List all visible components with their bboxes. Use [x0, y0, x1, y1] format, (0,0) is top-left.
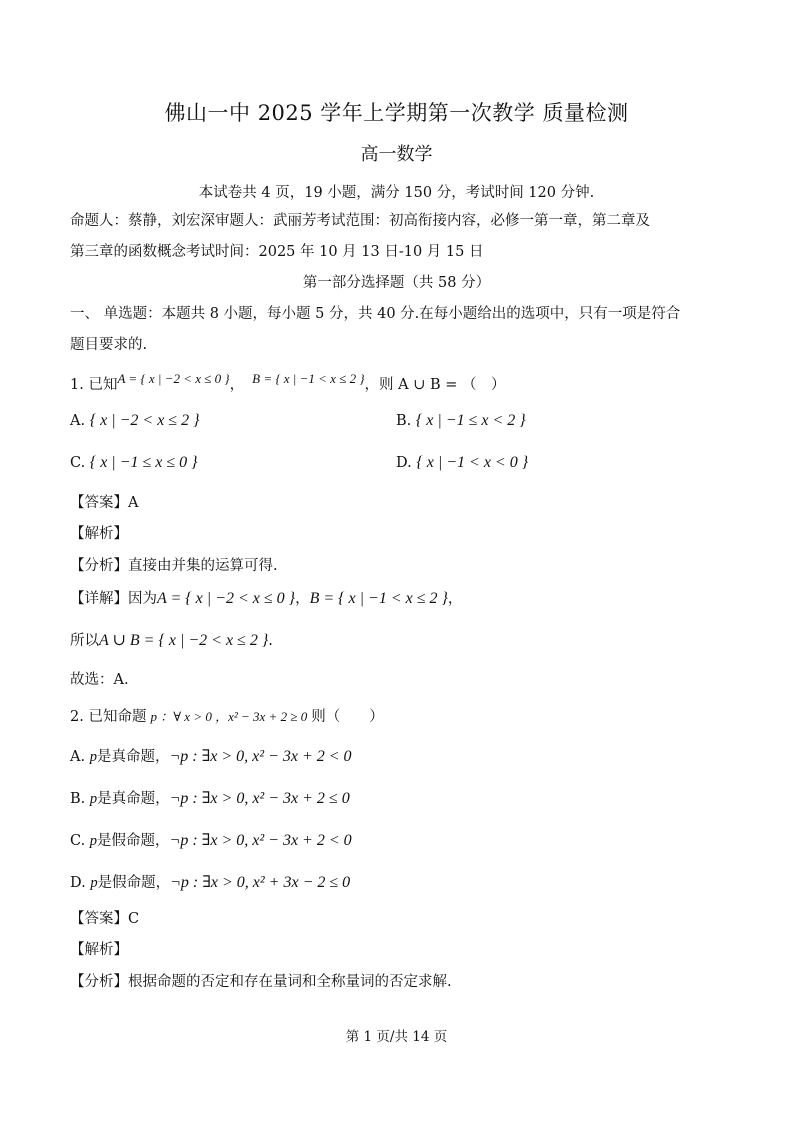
q2-option-d-label: D.: [70, 875, 86, 891]
q1-set-a: A = { x | −2 < x ≤ 0 }: [117, 371, 230, 386]
q1-conclusion-math: A ∪ B = { x | −2 < x ≤ 2 }: [99, 632, 269, 649]
q2-option-c-math: ¬p : ∃x > 0, x² − 3x + 2 < 0: [169, 832, 352, 849]
q2-option-c-text: 是假命题，: [97, 833, 170, 849]
scope-time-line: 第三章的函数概念考试时间：2025 年 10 月 13 日-10 月 15 日: [70, 244, 484, 260]
q2-option-b-math: ¬p : ∃x > 0, x² − 3x + 2 ≤ 0: [169, 790, 350, 807]
q1-option-c: [70, 454, 198, 472]
q2-option-b-p: p: [89, 791, 98, 807]
q2-option-b: [70, 787, 350, 808]
q2-option-c-label: C.: [70, 833, 86, 849]
q2-stem-math: p ：∀ x > 0 ，x² − 3x + 2 ≥ 0: [150, 709, 308, 724]
q2-option-c: [70, 829, 352, 850]
section-heading: 第一部分选择题（共 58 分）: [302, 275, 491, 291]
page-number: 第 1 页/共 14 页: [345, 1029, 448, 1045]
q1-option-a-label: A.: [70, 413, 86, 429]
q1-detail-b: B = { x | −1 < x ≤ 2 }: [309, 590, 448, 607]
q1-set-b: B = { x | −1 < x ≤ 2 }: [252, 371, 365, 386]
section-instructions: 一、 单选题：本题共 8 小题，每小题 5 分，共 40 分.在每小题给出的选项中，只有一项是符合: [70, 306, 681, 322]
q2-answer: 【答案】C: [70, 911, 140, 927]
q2-option-d-text: 是假命题，: [97, 875, 171, 891]
exam-subject: 高一数学: [360, 144, 433, 165]
q1-suffix: ，则 A ∪ B = （ ）: [364, 377, 506, 393]
q1-conclusion-prefix: 所以: [70, 633, 99, 649]
q2-prefix: 2. 已知命题: [70, 709, 147, 725]
authors-line: 命题人：蔡静，刘宏深审题人：武丽芳考试范围：初高衔接内容，必修一第一章，第二章及: [70, 213, 650, 229]
q2-suffix: 则（ ）: [311, 709, 384, 725]
q1-option-d: [396, 454, 528, 472]
q1-detail-sep: ，: [295, 591, 310, 607]
q1-comma: ，: [229, 377, 245, 393]
q1-option-a: [70, 412, 199, 430]
q1-answer: 【答案】A: [70, 495, 139, 511]
q2-option-a-p: p: [89, 749, 97, 765]
q1-detail-end: ，: [447, 591, 463, 607]
q2-option-a: [70, 745, 352, 766]
q1-option-b-math: { x | −1 ≤ x < 2 }: [415, 412, 526, 429]
exam-info-line: 本试卷共 4 页，19 小题，满分 150 分，考试时间 120 分钟.: [198, 185, 595, 201]
q2-option-b-label: B.: [70, 791, 86, 807]
q1-analysis-tag: 【解析】: [70, 526, 128, 542]
q1-option-c-label: C.: [70, 455, 86, 471]
q1-conclusion: [70, 629, 273, 650]
q2-option-a-label: A.: [70, 749, 86, 765]
section-instructions-cont: 题目要求的.: [70, 337, 148, 353]
question-2-stem: [70, 705, 384, 726]
q1-option-b: [396, 412, 526, 430]
q2-option-a-math: ¬p : ∃x > 0, x² − 3x + 2 < 0: [169, 748, 352, 765]
q1-option-a-math: { x | −2 < x ≤ 2 }: [89, 412, 200, 429]
q1-prefix: 1. 已知: [70, 377, 118, 393]
q1-detail: [70, 587, 462, 608]
q2-option-d-math: ¬p : ∃x > 0, x² + 3x − 2 ≤ 0: [170, 874, 351, 891]
q2-option-d-p: p: [90, 875, 98, 891]
q2-option-a-text: 是真命题，: [96, 749, 170, 765]
q1-detail-a: A = { x | −2 < x ≤ 0 }: [157, 590, 296, 607]
q2-option-d: [70, 871, 350, 892]
q2-option-c-p: p: [89, 833, 98, 849]
q1-detail-prefix: 【详解】因为: [70, 591, 157, 607]
exam-title: 佛山一中 2025 学年上学期第一次教学 质量检测: [164, 101, 629, 125]
q2-analysis-tag: 【解析】: [70, 942, 128, 958]
q1-choice: 故选：A.: [70, 672, 129, 688]
q1-analysis: 【分析】直接由并集的运算可得.: [70, 558, 278, 574]
q2-analysis: 【分析】根据命题的否定和存在量词和全称量词的否定求解.: [70, 974, 452, 990]
q1-option-d-math: { x | −1 < x < 0 }: [416, 454, 529, 471]
q2-option-b-text: 是真命题，: [97, 791, 170, 807]
q1-option-c-math: { x | −1 ≤ x ≤ 0 }: [89, 454, 198, 471]
q1-option-b-label: B.: [396, 413, 412, 429]
q1-option-d-label: D.: [396, 455, 412, 471]
question-1-stem: [70, 373, 506, 394]
q1-conclusion-end: .: [268, 633, 273, 649]
